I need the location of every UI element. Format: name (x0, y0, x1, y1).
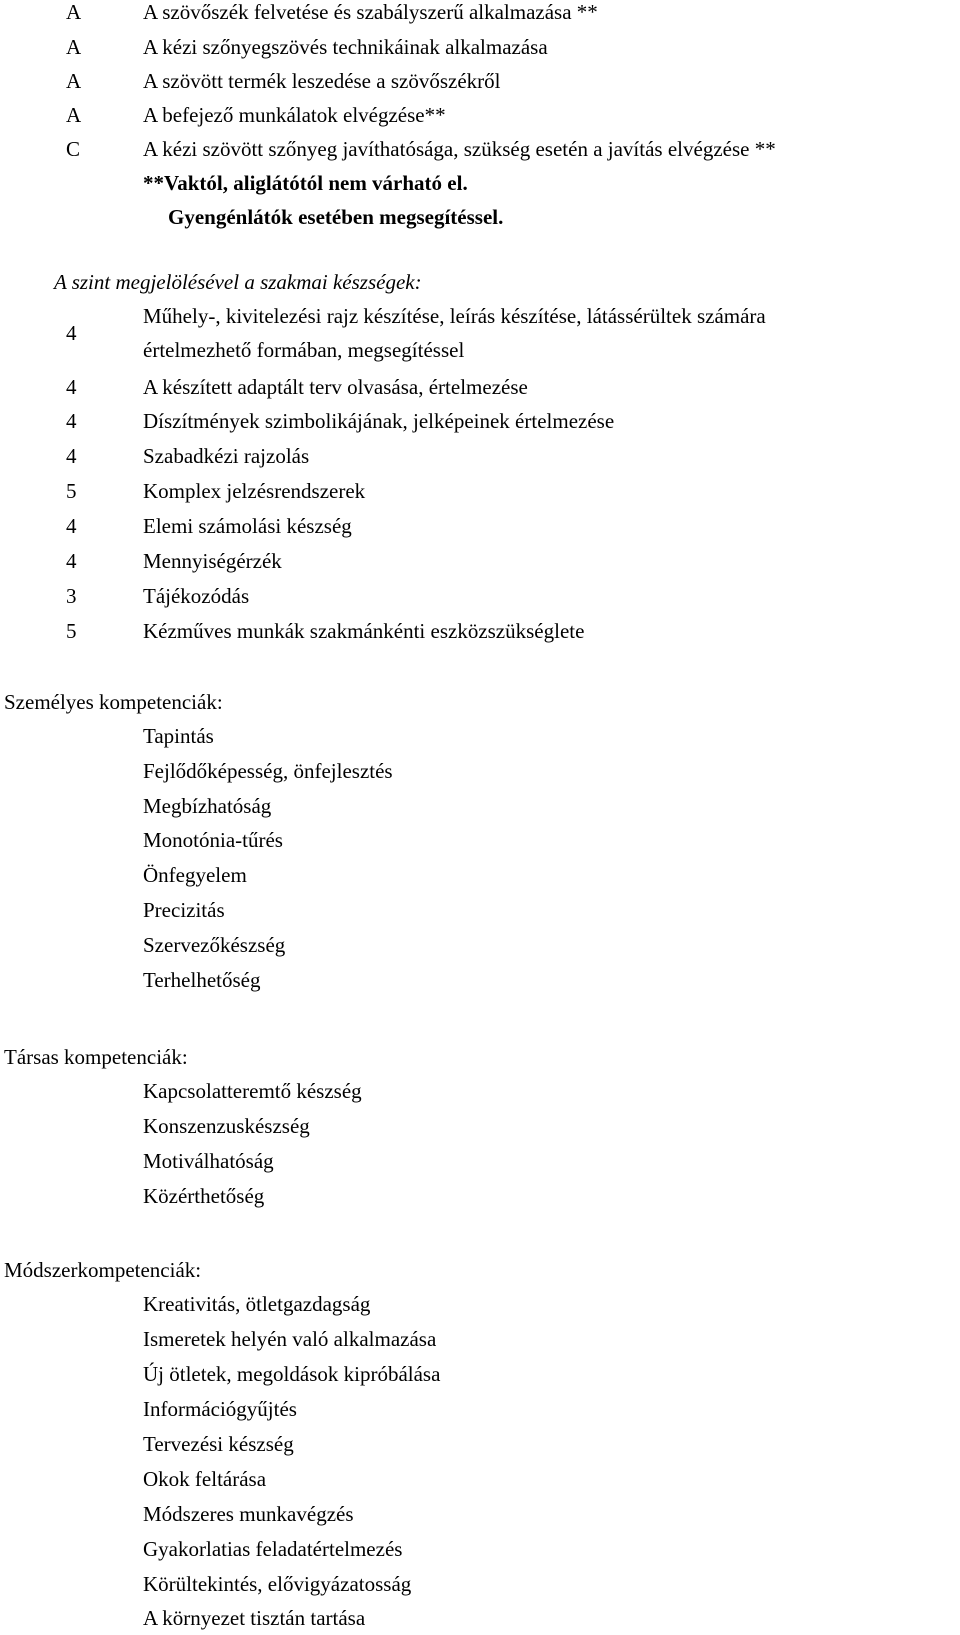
method-item: Módszeres munkavégzés (143, 1502, 354, 1526)
activity-row (0, 0, 960, 29)
list-item (0, 1287, 960, 1321)
skill-text: Mennyiségérzék (143, 549, 282, 573)
activity-text: A kézi szövött szőnyeg javíthatósága, szükség esetén a javítás elvégzése ** (143, 137, 776, 161)
skill-text: Szabadkézi rajzolás (143, 444, 310, 468)
method-item: Tervezési készség (143, 1432, 294, 1456)
list-item (0, 928, 960, 962)
list-item (0, 1497, 960, 1531)
skill-row (0, 509, 960, 543)
skill-row (0, 404, 960, 438)
note-line: Gyengénlátók esetében megsegítéssel. (168, 205, 504, 229)
note-row (0, 200, 960, 234)
activity-code: A (66, 103, 82, 127)
skill-level: 3 (66, 584, 77, 608)
activity-code: A (66, 69, 82, 93)
skill-level: 4 (66, 514, 77, 538)
personal-item: Fejlődőképesség, önfejlesztés (143, 759, 393, 783)
skill-text: Kézműves munkák szakmánkénti eszközszükséglete (143, 619, 585, 643)
skill-level: 5 (66, 619, 77, 643)
personal-item: Monotónia-tűrés (143, 828, 283, 852)
method-competencies-heading: Módszerkompetenciák: (4, 1258, 202, 1282)
list-item (0, 858, 960, 892)
list-item (0, 823, 960, 857)
activity-row (0, 98, 960, 132)
skill-row (0, 474, 960, 508)
skill-row (0, 439, 960, 473)
skill-row (0, 299, 960, 369)
method-item: Gyakorlatias feladatértelmezés (143, 1537, 403, 1561)
skills-heading-row (0, 265, 960, 299)
method-item: Új ötletek, megoldások kipróbálása (143, 1362, 441, 1386)
activity-text: A befejező munkálatok elvégzése** (143, 103, 446, 127)
skill-text: Díszítmények szimbolikájának, jelképeinek értelmezése (143, 409, 615, 433)
skill-level: 4 (66, 375, 77, 399)
skill-text: A készített adaptált terv olvasása, értelmezése (143, 375, 528, 399)
method-item: A környezet tisztán tartása (143, 1606, 366, 1630)
activity-code: A (66, 0, 82, 24)
social-item: Közérthetőség (143, 1184, 265, 1208)
list-item (0, 893, 960, 927)
personal-item: Precizitás (143, 898, 225, 922)
activity-text: A szövőszék felvetése és szabályszerű alkalmazása ** (143, 0, 598, 24)
list-item (0, 1357, 960, 1391)
note-row (0, 166, 960, 200)
personal-item: Szervezőkészség (143, 933, 286, 957)
social-item: Konszenzuskészség (143, 1114, 310, 1138)
social-item: Kapcsolatteremtő készség (143, 1079, 362, 1103)
activity-row (0, 30, 960, 64)
activity-text: A szövött termék leszedése a szövőszékről (143, 69, 501, 93)
personal-item: Terhelhetőség (143, 968, 261, 992)
skills-heading: A szint megjelölésével a szakmai készségek: (54, 270, 422, 294)
skill-text: Elemi számolási készség (143, 514, 352, 538)
personal-item: Megbízhatóság (143, 794, 272, 818)
skill-level: 4 (66, 549, 77, 573)
skill-row (0, 614, 960, 648)
skill-row (0, 579, 960, 613)
skill-level: 4 (66, 444, 77, 468)
list-item (0, 1601, 960, 1635)
skill-text: Tájékozódás (143, 584, 250, 608)
list-item (0, 963, 960, 997)
personal-item: Tapintás (143, 724, 214, 748)
list-item (0, 1322, 960, 1356)
list-item (0, 1462, 960, 1496)
list-item (0, 1074, 960, 1108)
list-item (0, 789, 960, 823)
skill-text: Műhely-, kivitelezési rajz készítése, leírás készítése, látássérültek számára (143, 304, 766, 328)
personal-item: Önfegyelem (143, 863, 247, 887)
list-item (0, 1144, 960, 1178)
skill-text: Komplex jelzésrendszerek (143, 479, 366, 503)
note-line: **Vaktól, aliglátótól nem várható el. (143, 171, 468, 195)
activity-code: C (66, 137, 81, 161)
activity-row (0, 64, 960, 98)
social-item: Motiválhatóság (143, 1149, 274, 1173)
list-item (0, 754, 960, 788)
method-item: Információgyűjtés (143, 1397, 297, 1421)
social-competencies-heading: Társas kompetenciák: (4, 1045, 188, 1069)
list-item (0, 1427, 960, 1461)
method-item: Körültekintés, elővigyázatosság (143, 1572, 412, 1596)
method-heading-row (0, 1253, 960, 1287)
skill-row (0, 370, 960, 404)
skill-row (0, 544, 960, 578)
skill-level: 4 (66, 321, 77, 345)
method-item: Okok feltárása (143, 1467, 267, 1491)
method-item: Kreativitás, ötletgazdagság (143, 1292, 371, 1316)
personal-heading-row (0, 685, 960, 719)
skill-text-continued: értelmezhető formában, megsegítéssel (143, 338, 465, 362)
list-item (0, 1392, 960, 1426)
list-item (0, 1109, 960, 1143)
list-item (0, 1567, 960, 1601)
skill-level: 5 (66, 479, 77, 503)
method-item: Ismeretek helyén való alkalmazása (143, 1327, 437, 1351)
skill-level: 4 (66, 409, 77, 433)
list-item (0, 1532, 960, 1566)
activity-row (0, 132, 960, 166)
list-item (0, 1179, 960, 1213)
personal-competencies-heading: Személyes kompetenciák: (4, 690, 223, 714)
activity-code: A (66, 35, 82, 59)
list-item (0, 719, 960, 753)
social-heading-row (0, 1040, 960, 1074)
activity-text: A kézi szőnyegszövés technikáinak alkalmazása (143, 35, 548, 59)
